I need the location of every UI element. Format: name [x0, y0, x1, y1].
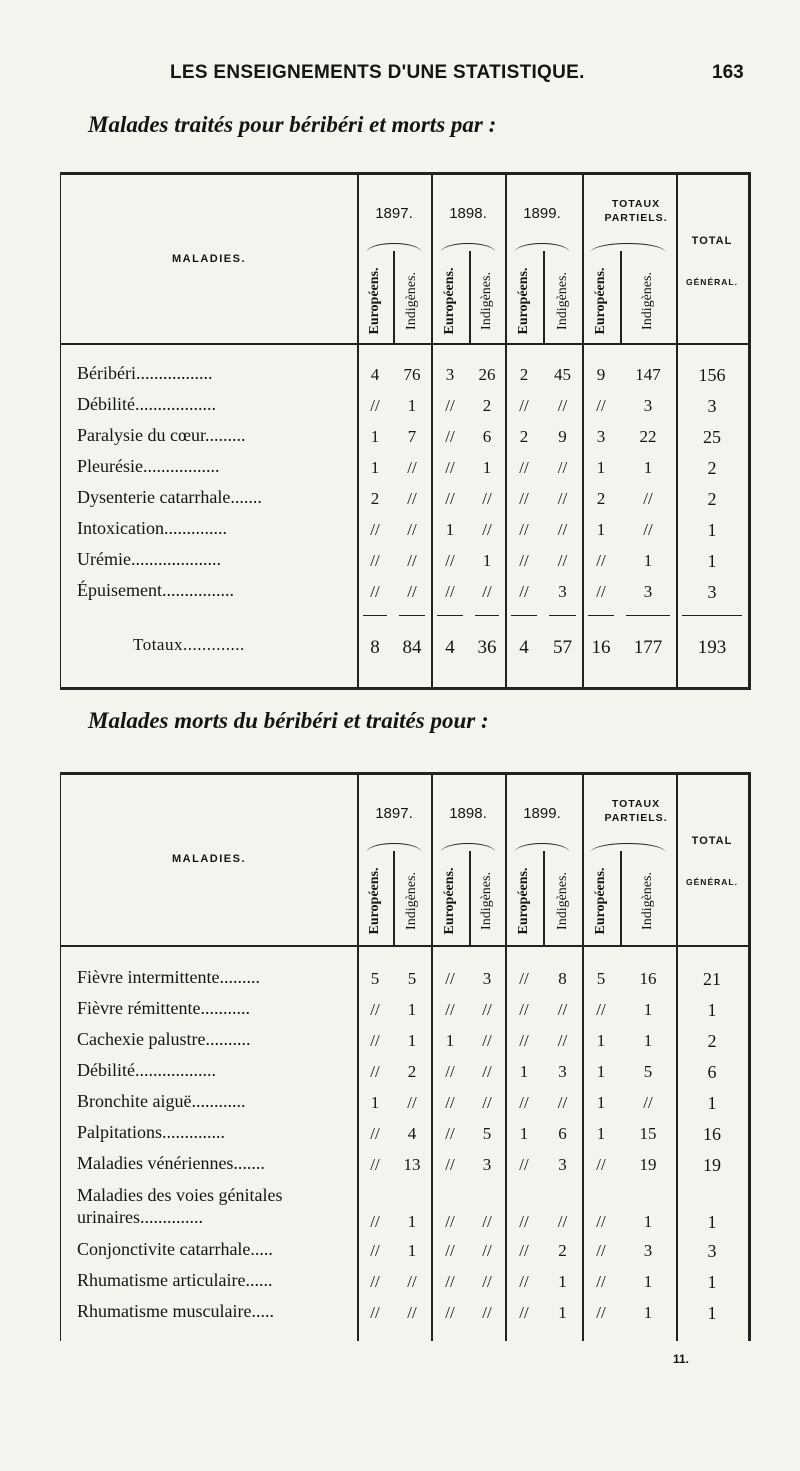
value-cell: //	[370, 1124, 380, 1143]
value-cell: //	[370, 1212, 380, 1231]
year-header-1899: 1899.	[523, 205, 561, 222]
year-header-1897: 1897.	[375, 205, 413, 222]
value-cell: //	[596, 1212, 606, 1231]
indigenes-label	[393, 855, 431, 947]
indigenes-label	[469, 855, 505, 947]
europeens-label	[582, 255, 620, 347]
totaux-partiels-header	[581, 797, 691, 825]
value-cell: //	[519, 396, 529, 415]
value-cell: //	[445, 1212, 455, 1231]
vertical-text: Européens.	[367, 867, 382, 935]
value-cell: 5	[407, 969, 417, 988]
value-cell: //	[596, 396, 606, 415]
value-cell: 3	[643, 1241, 653, 1260]
vertical-text: Indigènes.	[640, 872, 655, 930]
value-cell: //	[370, 551, 380, 570]
total-cell: 2	[707, 1031, 717, 1051]
value-cell: //	[407, 1303, 417, 1322]
maladies-header: MALADIES.	[172, 253, 246, 265]
value-cell: 1	[558, 1303, 567, 1322]
value-cell: 2	[519, 427, 529, 446]
value-cell: //	[370, 1031, 380, 1050]
total-cell: 3	[707, 1241, 717, 1261]
value-cell: 3	[558, 1062, 567, 1081]
disease-name: Maladies vénériennes.......	[77, 1153, 265, 1173]
total-cell: 25	[703, 427, 721, 447]
value-cell: //	[643, 489, 653, 508]
table2	[60, 772, 751, 1341]
value-cell: 1	[370, 1093, 380, 1112]
value-cell: //	[370, 1303, 380, 1322]
totals-row	[61, 635, 748, 666]
value-cell: 1	[596, 458, 606, 477]
sum-rule	[399, 615, 425, 616]
value-cell: //	[519, 969, 529, 988]
value-cell: 3	[558, 582, 567, 601]
vertical-text: Européens.	[367, 267, 382, 335]
value-cell: //	[445, 1062, 455, 1081]
value-cell: 1	[643, 1031, 653, 1050]
table-row	[61, 998, 748, 1029]
value-cell: 1	[643, 458, 653, 477]
total-cell: 3	[707, 582, 717, 602]
value-cell: //	[519, 582, 529, 601]
disease-name: Pleurésie.................	[77, 456, 220, 476]
value-cell: //	[482, 1031, 492, 1050]
indigenes-label	[393, 255, 431, 347]
disease-name: Urémie....................	[77, 549, 221, 569]
value-cell: 2	[558, 1241, 567, 1260]
year-header-1898: 1898.	[449, 805, 487, 822]
value-cell: 9	[558, 427, 567, 446]
value-cell: //	[445, 1155, 455, 1174]
totaux-label: TOTAUX	[611, 198, 661, 210]
value-cell: 1	[407, 1031, 417, 1050]
value-cell: 2	[370, 489, 380, 508]
partiels-brace	[591, 843, 665, 852]
value-cell: //	[370, 1272, 380, 1291]
year-brace	[515, 243, 569, 252]
total-cell: 156	[698, 365, 726, 385]
year-brace	[441, 843, 495, 852]
table-row	[61, 1301, 748, 1332]
value-cell: //	[370, 1000, 380, 1019]
sum-rule	[511, 615, 537, 616]
value-cell: 84	[402, 637, 422, 658]
disease-name: Béribéri.................	[77, 363, 213, 383]
value-cell: 1	[445, 1031, 455, 1050]
table1-caption: Malades traités pour béribéri et morts par :	[88, 112, 497, 137]
general-label: GÉNÉRAL.	[686, 877, 738, 887]
disease-name: Palpitations..............	[77, 1122, 225, 1142]
value-cell: //	[519, 458, 529, 477]
year-header-1898: 1898.	[449, 205, 487, 222]
disease-name: Rhumatisme musculaire.....	[77, 1301, 274, 1321]
value-cell: //	[596, 1272, 606, 1291]
value-cell: 5	[370, 969, 380, 988]
value-cell: 1	[596, 1031, 606, 1050]
value-cell: //	[557, 551, 568, 570]
value-cell: 1	[407, 1000, 417, 1019]
year-header-1899: 1899.	[523, 805, 561, 822]
vertical-text: Indigènes.	[479, 272, 494, 330]
value-cell: 4	[445, 637, 455, 658]
value-cell: 1	[407, 1241, 417, 1260]
sum-rule	[549, 615, 576, 616]
europeens-label	[357, 855, 393, 947]
table1	[60, 172, 751, 690]
total-cell: 2	[707, 458, 717, 478]
table-row	[61, 1153, 748, 1184]
disease-name: Rhumatisme articulaire......	[77, 1270, 273, 1290]
table-row	[61, 1060, 748, 1091]
value-cell: //	[519, 1093, 529, 1112]
value-cell: 4	[519, 637, 529, 658]
disease-name: Dysenterie catarrhale.......	[77, 487, 262, 507]
value-cell: 1	[596, 1093, 606, 1112]
indigenes-label	[543, 855, 582, 947]
value-cell: //	[519, 1303, 529, 1322]
value-cell: //	[407, 520, 417, 539]
value-cell: //	[445, 1124, 455, 1143]
value-cell: 147	[635, 365, 661, 384]
general-label: GÉNÉRAL.	[686, 277, 738, 287]
table-row	[61, 1239, 748, 1270]
value-cell: //	[445, 489, 455, 508]
value-cell: //	[519, 1000, 529, 1019]
disease-name: Débilité..................	[77, 394, 216, 414]
sum-rule	[626, 615, 670, 616]
value-cell: //	[482, 1000, 492, 1019]
value-cell: 1	[643, 1303, 653, 1322]
value-cell: //	[482, 1093, 492, 1112]
disease-name: Conjonctivite catarrhale.....	[77, 1239, 273, 1259]
table-row	[61, 1184, 748, 1236]
value-cell: //	[519, 1031, 529, 1050]
value-cell: 3	[643, 396, 653, 415]
value-cell: 1	[482, 458, 492, 477]
disease-name: Bronchite aiguë............	[77, 1091, 246, 1111]
total-cell: 193	[697, 637, 727, 658]
value-cell: 1	[558, 1272, 567, 1291]
disease-name: Totaux.............	[133, 635, 245, 654]
total-cell: 3	[707, 396, 717, 416]
value-cell: //	[519, 551, 529, 570]
sum-rule	[588, 615, 614, 616]
value-cell: //	[482, 1062, 492, 1081]
value-cell: //	[445, 1241, 455, 1260]
value-cell: //	[370, 520, 380, 539]
disease-name: Fièvre rémittente...........	[77, 998, 250, 1018]
value-cell: 4	[407, 1124, 417, 1143]
total-cell: 21	[703, 969, 721, 989]
value-cell: 8	[370, 637, 380, 658]
total-cell: 1	[707, 520, 717, 540]
vertical-text: Européens.	[516, 267, 531, 335]
total-cell: 1	[707, 551, 717, 571]
value-cell: 1	[643, 1000, 653, 1019]
europeens-label	[505, 855, 543, 947]
value-cell: //	[557, 396, 568, 415]
sum-rule	[363, 615, 387, 616]
value-cell: //	[557, 1031, 568, 1050]
value-cell: 1	[519, 1062, 529, 1081]
value-cell: 22	[639, 427, 657, 446]
value-cell: //	[596, 1000, 606, 1019]
year-brace	[441, 243, 495, 252]
signature-mark: 11.	[673, 1352, 690, 1366]
partiels-label: PARTIELS.	[604, 212, 668, 224]
table-row	[61, 425, 748, 456]
value-cell: 5	[596, 969, 606, 988]
year-brace	[367, 843, 421, 852]
table-row	[61, 518, 748, 549]
value-cell: //	[519, 1241, 529, 1260]
total-cell: 1	[707, 1272, 717, 1292]
value-cell: //	[557, 1000, 568, 1019]
running-head	[0, 62, 800, 92]
value-cell: 9	[596, 365, 606, 384]
value-cell: //	[596, 551, 606, 570]
value-cell: //	[596, 582, 606, 601]
table-row	[61, 487, 748, 518]
year-brace	[367, 243, 421, 252]
value-cell: 1	[370, 458, 380, 477]
partiels-brace	[591, 243, 665, 252]
value-cell: //	[445, 551, 455, 570]
value-cell: 2	[482, 396, 492, 415]
total-cell: 1	[707, 1303, 717, 1323]
europeens-label	[357, 255, 393, 347]
value-cell: 1	[370, 427, 380, 446]
value-cell: //	[557, 489, 568, 508]
value-cell: //	[482, 1303, 492, 1322]
value-cell: 1	[519, 1124, 529, 1143]
total-cell: 19	[703, 1155, 721, 1175]
value-cell: //	[482, 1241, 492, 1260]
sum-rule	[682, 615, 742, 616]
value-cell: //	[596, 1155, 606, 1174]
value-cell: //	[519, 489, 529, 508]
value-cell: 1	[445, 520, 455, 539]
value-cell: //	[596, 1303, 606, 1322]
value-cell: //	[519, 520, 529, 539]
europeens-label	[431, 855, 469, 947]
value-cell: //	[370, 1062, 380, 1081]
value-cell: 1	[596, 520, 606, 539]
vertical-text: Européens.	[516, 867, 531, 935]
value-cell: 16	[591, 637, 611, 658]
total-cell: 1	[707, 1000, 717, 1020]
value-cell: //	[445, 1093, 455, 1112]
value-cell: 1	[482, 551, 492, 570]
value-cell: //	[445, 458, 455, 477]
total-cell: 1	[707, 1212, 717, 1232]
value-cell: 5	[482, 1124, 492, 1143]
value-cell: 13	[403, 1155, 421, 1174]
value-cell: 1	[596, 1062, 606, 1081]
value-cell: //	[370, 1155, 380, 1174]
table-row	[61, 1091, 748, 1122]
total-cell: 1	[707, 1093, 717, 1113]
totaux-partiels-header	[581, 197, 691, 225]
value-cell: //	[445, 1000, 455, 1019]
value-cell: 8	[558, 969, 567, 988]
disease-name: Cachexie palustre..........	[77, 1029, 251, 1049]
table-row	[61, 580, 748, 611]
table-row	[61, 456, 748, 487]
vertical-text: Indigènes.	[479, 872, 494, 930]
table-row	[61, 967, 748, 998]
disease-name: Fièvre intermittente.........	[77, 967, 260, 987]
value-cell: 2	[596, 489, 606, 508]
value-cell: //	[445, 1303, 455, 1322]
page-number: 163	[712, 62, 744, 83]
table2-caption: Malades morts du béribéri et traités pour :	[88, 708, 489, 733]
value-cell: //	[407, 551, 417, 570]
vertical-text: Indigènes.	[554, 272, 570, 330]
year-header-1897: 1897.	[375, 805, 413, 822]
value-cell: 4	[370, 365, 380, 384]
value-cell: 7	[407, 427, 417, 446]
year-brace	[515, 843, 569, 852]
value-cell: 16	[639, 969, 657, 988]
value-cell: 1	[407, 1212, 417, 1231]
value-cell: //	[519, 1212, 529, 1231]
value-cell: 1	[643, 1212, 653, 1231]
disease-name: Paralysie du cœur.........	[77, 425, 246, 445]
value-cell: 3	[596, 427, 606, 446]
value-cell: //	[370, 396, 380, 415]
disease-name: Épuisement................	[77, 580, 234, 600]
value-cell: //	[643, 1093, 653, 1112]
value-cell: 1	[407, 396, 417, 415]
table-row	[61, 549, 748, 580]
vertical-text: Indigènes.	[640, 272, 655, 330]
vertical-text: Européens.	[442, 267, 457, 335]
value-cell: //	[407, 458, 417, 477]
value-cell: //	[445, 969, 455, 988]
value-cell: //	[482, 1212, 492, 1231]
vertical-text: Indigènes.	[554, 872, 570, 930]
value-cell: 36	[477, 637, 497, 658]
europeens-label	[431, 255, 469, 347]
vertical-text: Européens.	[442, 867, 457, 935]
value-cell: 3	[482, 969, 492, 988]
value-cell: //	[596, 1241, 606, 1260]
value-cell: 5	[643, 1062, 653, 1081]
indigenes-label	[543, 255, 582, 347]
value-cell: //	[407, 582, 417, 601]
value-cell: //	[557, 1212, 568, 1231]
value-cell: 3	[445, 365, 455, 384]
total-label: TOTAL	[691, 835, 733, 847]
sum-rule	[475, 615, 499, 616]
value-cell: //	[445, 396, 455, 415]
vertical-text: Européens.	[593, 867, 608, 935]
value-cell: 2	[519, 365, 529, 384]
indigenes-label	[469, 255, 505, 347]
value-cell: 45	[554, 365, 571, 384]
value-cell: 57	[553, 637, 572, 658]
value-cell: //	[557, 458, 568, 477]
value-cell: 1	[596, 1124, 606, 1143]
value-cell: //	[445, 582, 455, 601]
europeens-label	[505, 255, 543, 347]
value-cell: //	[482, 582, 492, 601]
vertical-text: Indigènes.	[404, 272, 419, 330]
value-cell: 76	[403, 365, 421, 384]
disease-name: Débilité..................	[77, 1060, 216, 1080]
value-cell: //	[370, 582, 380, 601]
value-cell: 177	[633, 637, 663, 658]
value-cell: 2	[407, 1062, 417, 1081]
total-general-header	[676, 235, 748, 287]
total-cell: 16	[703, 1124, 721, 1144]
value-cell: //	[407, 1272, 417, 1291]
total-label: TOTAL	[691, 235, 733, 247]
value-cell: //	[407, 1093, 417, 1112]
value-cell: //	[445, 1272, 455, 1291]
value-cell: 26	[478, 365, 496, 384]
value-cell: 3	[482, 1155, 492, 1174]
value-cell: 6	[558, 1124, 567, 1143]
total-cell: 2	[707, 489, 717, 509]
table-row	[61, 1029, 748, 1060]
indigenes-label	[620, 255, 676, 347]
value-cell: //	[482, 489, 492, 508]
europeens-label	[582, 855, 620, 947]
value-cell: //	[557, 1093, 568, 1112]
table-row	[61, 394, 748, 425]
value-cell: //	[370, 1241, 380, 1260]
value-cell: //	[482, 1272, 492, 1291]
table-row	[61, 1270, 748, 1301]
maladies-header: MALADIES.	[172, 853, 246, 865]
value-cell: //	[519, 1272, 529, 1291]
value-cell: //	[519, 1155, 529, 1174]
vertical-text: Européens.	[593, 267, 608, 335]
value-cell: //	[407, 489, 417, 508]
value-cell: 6	[482, 427, 492, 446]
value-cell: 1	[643, 1272, 653, 1291]
totaux-label: TOTAUX	[611, 798, 661, 810]
value-cell: //	[557, 520, 568, 539]
indigenes-label	[620, 855, 676, 947]
vertical-text: Indigènes.	[404, 872, 419, 930]
value-cell: //	[445, 427, 455, 446]
value-cell: 3	[558, 1155, 567, 1174]
value-cell: //	[482, 520, 492, 539]
value-cell: 19	[639, 1155, 657, 1174]
table-row	[61, 1122, 748, 1153]
value-cell: 1	[643, 551, 653, 570]
total-general-header	[676, 835, 748, 887]
total-cell: 6	[707, 1062, 717, 1082]
running-title: LES ENSEIGNEMENTS D'UNE STATISTIQUE.	[170, 62, 585, 83]
value-cell: 3	[643, 582, 653, 601]
value-cell: 15	[639, 1124, 657, 1143]
disease-name: Intoxication..............	[77, 518, 227, 538]
value-cell: //	[643, 520, 653, 539]
disease-name: Maladies des voies génitales urinaires..............	[77, 1185, 283, 1227]
table-row	[61, 363, 748, 394]
sum-rule	[437, 615, 463, 616]
partiels-label: PARTIELS.	[604, 812, 668, 824]
